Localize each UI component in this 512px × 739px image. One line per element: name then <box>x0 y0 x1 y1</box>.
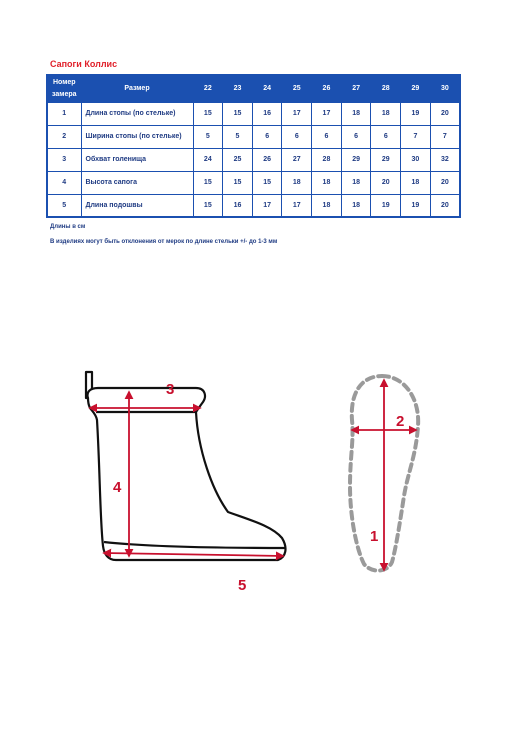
table-cell: 30 <box>401 148 431 171</box>
header-size-value: 25 <box>282 75 312 102</box>
row-number: 2 <box>47 125 81 148</box>
header-size-value: 28 <box>371 75 401 102</box>
table-cell: 25 <box>223 148 253 171</box>
table-cell: 18 <box>371 102 401 125</box>
label-measure-2: 2 <box>396 413 405 430</box>
table-cell: 18 <box>401 171 431 194</box>
table-cell: 6 <box>282 125 312 148</box>
table-cell: 18 <box>282 171 312 194</box>
row-parameter: Длина стопы (по стельке) <box>81 102 193 125</box>
table-cell: 15 <box>193 102 223 125</box>
table-cell: 18 <box>341 102 371 125</box>
table-cell: 6 <box>312 125 342 148</box>
row-number: 5 <box>47 194 81 217</box>
table-cell: 6 <box>252 125 282 148</box>
table-cell: 19 <box>371 194 401 217</box>
table-cell: 24 <box>193 148 223 171</box>
table-cell: 18 <box>312 171 342 194</box>
table-cell: 5 <box>193 125 223 148</box>
table-cell: 19 <box>401 194 431 217</box>
table-cell: 18 <box>312 194 342 217</box>
header-size-value: 26 <box>312 75 342 102</box>
row-parameter: Ширина стопы (по стельке) <box>81 125 193 148</box>
table-cell: 20 <box>430 171 460 194</box>
table-cell: 28 <box>312 148 342 171</box>
table-cell: 6 <box>341 125 371 148</box>
header-size: Размер <box>81 75 193 102</box>
row-parameter: Высота сапога <box>81 171 193 194</box>
table-cell: 17 <box>282 102 312 125</box>
row-number: 4 <box>47 171 81 194</box>
table-cell: 15 <box>223 102 253 125</box>
tolerance-note: В изделиях могут быть отклонения от мерок по длине стельки +/- до 1-3 мм <box>50 239 278 245</box>
table-cell: 18 <box>341 194 371 217</box>
table-cell: 20 <box>430 194 460 217</box>
table-cell: 17 <box>312 102 342 125</box>
boot-shaft <box>87 388 285 560</box>
header-measure-number: Номер замера <box>47 75 81 102</box>
table-cell: 15 <box>252 171 282 194</box>
table-cell: 26 <box>252 148 282 171</box>
table-cell: 7 <box>430 125 460 148</box>
table-cell: 17 <box>252 194 282 217</box>
page-title: Сапоги Коллис <box>50 59 118 69</box>
header-size-value: 23 <box>223 75 253 102</box>
header-size-value: 22 <box>193 75 223 102</box>
table-cell: 16 <box>252 102 282 125</box>
table-cell: 18 <box>341 171 371 194</box>
table-cell: 27 <box>282 148 312 171</box>
table-cell: 15 <box>223 171 253 194</box>
header-size-value: 29 <box>401 75 431 102</box>
label-measure-1: 1 <box>370 528 379 545</box>
boot-outline <box>86 372 286 560</box>
table-cell: 29 <box>371 148 401 171</box>
table-cell: 15 <box>193 171 223 194</box>
table-cell: 15 <box>193 194 223 217</box>
table-cell: 20 <box>371 171 401 194</box>
table-cell: 19 <box>401 102 431 125</box>
table-cell: 17 <box>282 194 312 217</box>
row-number: 1 <box>47 102 81 125</box>
table-cell: 6 <box>371 125 401 148</box>
table-cell: 5 <box>223 125 253 148</box>
table-cell: 29 <box>341 148 371 171</box>
label-measure-5: 5 <box>238 577 247 594</box>
table-cell: 20 <box>430 102 460 125</box>
label-measure-3: 3 <box>166 381 175 398</box>
header-size-value: 27 <box>341 75 371 102</box>
table-cell: 32 <box>430 148 460 171</box>
label-measure-4: 4 <box>113 479 122 496</box>
table-cell: 7 <box>401 125 431 148</box>
units-note: Длины в см <box>50 224 86 230</box>
header-size-value: 24 <box>252 75 282 102</box>
row-number: 3 <box>47 148 81 171</box>
header-size-value: 30 <box>430 75 460 102</box>
row-parameter: Длина подошвы <box>81 194 193 217</box>
row-parameter: Обхват голенища <box>81 148 193 171</box>
table-cell: 16 <box>223 194 253 217</box>
